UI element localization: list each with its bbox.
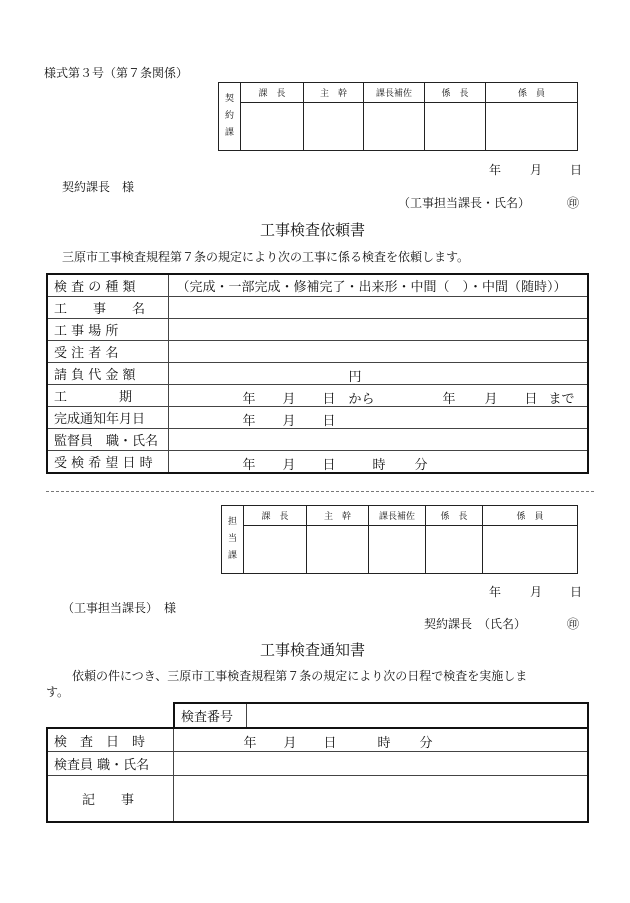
inspection-type-options[interactable]: （完成・一部完成・修補完了・出来形・中間（ ）・中間（随時）） — [168, 274, 588, 297]
row-label-inspection-datetime: 検 査 日 時 — [47, 728, 173, 752]
stamp-col-header: 課長補佐 — [364, 83, 425, 103]
inspection-notice-table — [46, 727, 589, 823]
project-location-field[interactable] — [168, 319, 588, 341]
row-label-contractor: 受 注 者 名 — [47, 341, 168, 363]
notice-date-day: 日 — [570, 585, 583, 599]
stamp-box[interactable] — [307, 526, 369, 574]
stamp-box[interactable] — [304, 103, 364, 151]
stamp-side-label: 契 約 課 — [219, 83, 241, 151]
stamp-box[interactable] — [483, 526, 578, 574]
amount-unit: 円 — [348, 370, 362, 385]
desired-datetime-field[interactable]: 年 月 日 時 分 — [168, 451, 588, 474]
seal-mark: ㊞ — [567, 617, 580, 631]
notice-title: 工事検査通知書 — [260, 641, 366, 659]
table-row — [47, 776, 588, 823]
request-date-year: 年 — [489, 163, 502, 177]
table-row — [47, 451, 588, 474]
notice-date-year: 年 — [489, 585, 502, 599]
form-number: 様式第３号（第７条関係） — [44, 66, 189, 80]
row-label-inspector: 検査員 職・氏名 — [47, 752, 173, 776]
completion-notice-date-field[interactable]: 年 月 日 — [168, 407, 588, 429]
stamp-side-label: 担 当 課 — [222, 506, 244, 574]
table-row — [47, 385, 588, 407]
request-intro: 三原市工事検査規程第７条の規定により次の工事に係る検査を依頼します。 — [62, 250, 470, 264]
stamp-col-header: 係 員 — [483, 506, 578, 526]
stamp-col-header: 主 幹 — [304, 83, 364, 103]
stamp-box[interactable] — [364, 103, 425, 151]
stamp-col-header: 係 長 — [425, 83, 486, 103]
table-row — [47, 297, 588, 319]
request-addressee: 契約課長 様 — [62, 180, 135, 194]
stamp-col-header: 係 長 — [426, 506, 483, 526]
stamp-box[interactable] — [241, 103, 304, 151]
stamp-box[interactable] — [369, 526, 426, 574]
notice-intro-line2: す。 — [46, 685, 70, 699]
table-row — [47, 728, 588, 752]
row-label-completion-notice-date: 完成通知年月日 — [47, 407, 168, 429]
request-date-day: 日 — [570, 163, 583, 177]
row-label-remarks: 記 事 — [47, 776, 173, 823]
stamp-col-header: 係 員 — [486, 83, 578, 103]
inspection-number-field[interactable] — [246, 703, 588, 728]
request-sender: （工事担当課長・氏名） — [398, 196, 531, 210]
notice-sender: 契約課長 （氏名） — [424, 617, 527, 631]
row-label-period: 工 期 — [47, 385, 168, 407]
stamp-col-header: 主 幹 — [307, 506, 369, 526]
stamp-box[interactable] — [425, 103, 486, 151]
table-row — [47, 407, 588, 429]
inspection-datetime-field[interactable]: 年 月 日 時 分 — [173, 728, 588, 752]
approval-stamp-grid-contract — [218, 82, 578, 151]
row-label-supervisor: 監督員 職・氏名 — [47, 429, 168, 451]
approval-stamp-grid-department — [221, 505, 578, 574]
table-row — [47, 274, 588, 297]
stamp-col-header: 課長補佐 — [369, 506, 426, 526]
row-label-project-location: 工 事 場 所 — [47, 319, 168, 341]
stamp-col-header: 課 長 — [244, 506, 307, 526]
table-row — [47, 341, 588, 363]
stamp-box[interactable] — [244, 526, 307, 574]
remarks-field[interactable] — [173, 776, 588, 823]
project-name-field[interactable] — [168, 297, 588, 319]
inspection-number-box — [173, 702, 589, 728]
notice-intro-line1: 依頼の件につき、三原市工事検査規程第７条の規定により次の日程で検査を実施しま — [72, 669, 528, 683]
table-row — [47, 752, 588, 776]
seal-mark: ㊞ — [567, 196, 580, 210]
construction-period-field[interactable]: 年 月 日 から 年 月 日 まで — [168, 385, 588, 407]
contractor-field[interactable] — [168, 341, 588, 363]
cut-line-divider — [46, 491, 594, 492]
row-label-desired-datetime: 受 検 希 望 日 時 — [47, 451, 168, 474]
inspection-number-label: 検査番号 — [174, 703, 246, 728]
stamp-col-header: 課 長 — [241, 83, 304, 103]
table-row — [47, 429, 588, 451]
inspection-request-table — [46, 273, 589, 474]
request-date-month: 月 — [530, 163, 543, 177]
stamp-box[interactable] — [426, 526, 483, 574]
table-row — [47, 319, 588, 341]
stamp-box[interactable] — [486, 103, 578, 151]
row-label-inspection-type: 検 査 の 種 類 — [47, 274, 168, 297]
notice-addressee: （工事担当課長） 様 — [62, 601, 177, 615]
notice-date-month: 月 — [530, 585, 543, 599]
row-label-contract-amount: 請 負 代 金 額 — [47, 363, 168, 385]
row-label-project-name: 工 事 名 — [47, 297, 168, 319]
table-row — [47, 363, 588, 385]
request-title: 工事検査依頼書 — [260, 221, 366, 239]
inspector-field[interactable] — [173, 752, 588, 776]
contract-amount-field[interactable] — [168, 363, 588, 385]
supervisor-field[interactable] — [168, 429, 588, 451]
